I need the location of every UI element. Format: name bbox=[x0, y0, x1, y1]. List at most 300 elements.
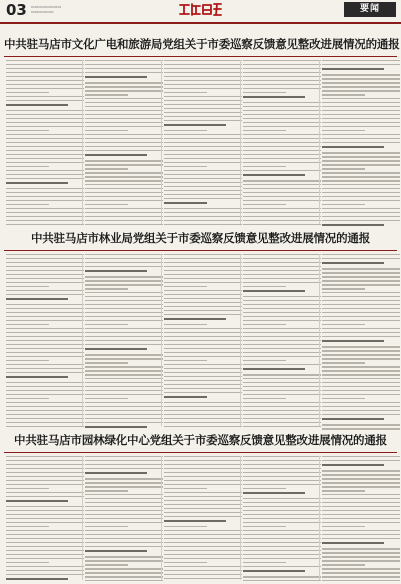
body-text-line bbox=[85, 370, 163, 371]
body-text-line bbox=[6, 414, 84, 415]
column-divider bbox=[82, 254, 83, 426]
body-text-line bbox=[322, 470, 400, 471]
subheading-line bbox=[85, 154, 147, 156]
body-text-line bbox=[164, 492, 242, 493]
body-text-line bbox=[85, 212, 163, 213]
body-text-line bbox=[243, 208, 321, 209]
body-text-line bbox=[85, 176, 163, 177]
body-text-line bbox=[322, 564, 365, 565]
body-text-line bbox=[322, 410, 400, 411]
body-text-line bbox=[243, 192, 321, 193]
body-text-line bbox=[243, 126, 321, 127]
dateline-text-line: ▭▭▭▭▭▭ bbox=[31, 9, 54, 14]
body-text-line bbox=[243, 498, 321, 499]
body-text-line bbox=[85, 394, 163, 395]
body-text-line bbox=[164, 130, 207, 131]
body-text-line bbox=[322, 304, 400, 305]
body-text-line bbox=[164, 266, 242, 267]
subheading-line bbox=[164, 318, 226, 320]
body-text-line bbox=[6, 282, 84, 283]
body-text-line bbox=[322, 300, 400, 301]
body-text-line bbox=[322, 268, 400, 269]
body-text-line bbox=[322, 188, 400, 189]
body-text-line bbox=[6, 332, 84, 333]
body-text-line bbox=[322, 272, 400, 273]
body-text-line bbox=[243, 554, 321, 555]
body-text-line bbox=[322, 486, 400, 487]
column-divider bbox=[240, 456, 241, 580]
body-text-line bbox=[322, 548, 400, 549]
body-text-line bbox=[322, 168, 365, 169]
body-text-line bbox=[243, 134, 321, 135]
section-tag bbox=[344, 2, 396, 17]
text-column bbox=[322, 254, 400, 426]
body-text-line bbox=[85, 72, 163, 73]
body-text-line bbox=[6, 418, 84, 419]
body-text-line bbox=[85, 538, 163, 539]
body-text-line bbox=[85, 146, 163, 147]
body-text-line bbox=[243, 224, 321, 225]
body-text-line bbox=[6, 526, 49, 527]
body-text-line bbox=[243, 308, 321, 309]
body-text-line bbox=[85, 224, 163, 225]
body-text-line bbox=[243, 476, 321, 477]
body-text-line bbox=[6, 130, 49, 131]
body-text-line bbox=[85, 216, 163, 217]
body-text-line bbox=[322, 86, 400, 87]
body-text-line bbox=[243, 506, 321, 507]
body-text-line bbox=[6, 570, 84, 571]
body-text-line bbox=[85, 122, 163, 123]
body-text-line bbox=[6, 456, 84, 457]
body-text-line bbox=[6, 402, 84, 403]
body-text-line bbox=[164, 380, 242, 381]
body-text-line bbox=[243, 60, 321, 61]
body-text-line bbox=[322, 204, 365, 205]
body-text-line bbox=[164, 554, 242, 555]
body-text-line bbox=[164, 286, 207, 287]
body-text-line bbox=[243, 266, 321, 267]
body-text-line bbox=[164, 182, 242, 183]
body-text-line bbox=[85, 94, 128, 95]
body-text-line bbox=[6, 340, 84, 341]
body-text-line bbox=[85, 284, 163, 285]
body-text-line bbox=[243, 542, 321, 543]
body-text-line bbox=[243, 184, 321, 185]
body-text-line bbox=[243, 274, 321, 275]
body-text-line bbox=[6, 518, 84, 519]
body-text-line bbox=[164, 88, 242, 89]
headline-rule-1 bbox=[4, 56, 397, 57]
body-text-line bbox=[243, 522, 321, 523]
body-text-line bbox=[164, 480, 242, 481]
body-text-line bbox=[6, 460, 84, 461]
body-text-line bbox=[6, 506, 84, 507]
body-text-line bbox=[164, 150, 242, 151]
body-text-line bbox=[85, 526, 128, 527]
body-text-line bbox=[243, 88, 321, 89]
subheading-line bbox=[164, 124, 226, 126]
body-text-line bbox=[322, 156, 400, 157]
body-text-line bbox=[243, 72, 321, 73]
body-text-line bbox=[164, 422, 242, 423]
body-text-line bbox=[85, 568, 163, 569]
body-text-line bbox=[322, 534, 400, 535]
body-text-line bbox=[6, 134, 84, 135]
body-text-line bbox=[243, 344, 321, 345]
body-text-line bbox=[243, 312, 321, 313]
body-text-line bbox=[322, 428, 400, 429]
body-text-line bbox=[322, 510, 400, 511]
body-text-line bbox=[6, 514, 84, 515]
body-text-line bbox=[322, 122, 400, 123]
body-text-line bbox=[322, 74, 400, 75]
body-text-line bbox=[164, 516, 242, 517]
body-text-line bbox=[85, 414, 163, 415]
body-text-line bbox=[85, 60, 163, 61]
body-text-line bbox=[164, 60, 242, 61]
body-text-line bbox=[85, 498, 163, 499]
body-text-line bbox=[322, 316, 400, 317]
body-text-line bbox=[85, 510, 163, 511]
body-text-line bbox=[322, 172, 400, 173]
body-text-line bbox=[243, 410, 321, 411]
body-text-line bbox=[243, 254, 321, 255]
body-text-line bbox=[85, 164, 163, 165]
body-text-line bbox=[243, 304, 321, 305]
body-text-line bbox=[164, 134, 242, 135]
body-text-line bbox=[6, 394, 84, 395]
body-text-line bbox=[85, 204, 128, 205]
body-text-line bbox=[85, 90, 163, 91]
body-text-line bbox=[164, 72, 242, 73]
body-text-line bbox=[243, 80, 321, 81]
body-text-line bbox=[322, 390, 400, 391]
column-divider bbox=[82, 60, 83, 224]
body-text-line bbox=[6, 92, 49, 93]
body-text-line bbox=[6, 68, 84, 69]
body-text-line bbox=[243, 262, 321, 263]
body-text-line bbox=[85, 82, 163, 83]
body-text-line bbox=[322, 164, 400, 165]
body-text-line bbox=[243, 488, 286, 489]
body-text-line bbox=[322, 568, 400, 569]
body-text-line bbox=[322, 312, 400, 313]
body-text-line bbox=[322, 64, 400, 65]
body-text-line bbox=[6, 480, 84, 481]
body-text-line bbox=[322, 394, 400, 395]
body-text-line bbox=[85, 580, 163, 581]
text-column bbox=[243, 254, 321, 426]
body-text-line bbox=[322, 200, 400, 201]
body-text-line bbox=[85, 478, 163, 479]
body-text-line bbox=[6, 472, 84, 473]
body-text-line bbox=[6, 192, 84, 193]
subheading-line bbox=[85, 550, 147, 552]
body-text-line bbox=[243, 316, 321, 317]
article-headline-1: 中共驻马店市文化广电和旅游局党组关于市委巡察反馈意见整改进展情况的通报 bbox=[4, 37, 400, 51]
body-text-line bbox=[322, 336, 400, 337]
body-text-line bbox=[85, 292, 163, 293]
body-text-line bbox=[322, 308, 400, 309]
body-text-line bbox=[322, 126, 400, 127]
body-text-line bbox=[322, 398, 365, 399]
body-text-line bbox=[85, 160, 163, 161]
body-text-line bbox=[243, 130, 286, 131]
body-text-line bbox=[85, 196, 163, 197]
body-text-line bbox=[6, 562, 49, 563]
body-text-line bbox=[164, 368, 242, 369]
subheading-line bbox=[164, 396, 207, 398]
body-text-line bbox=[322, 402, 400, 403]
subheading-line bbox=[85, 348, 147, 350]
body-text-line bbox=[85, 86, 163, 87]
body-text-line bbox=[164, 212, 242, 213]
body-text-line bbox=[85, 398, 128, 399]
body-text-line bbox=[6, 488, 49, 489]
body-text-line bbox=[6, 352, 84, 353]
body-text-line bbox=[6, 308, 84, 309]
subheading-line bbox=[164, 202, 207, 204]
body-text-line bbox=[6, 324, 49, 325]
body-text-line bbox=[243, 324, 286, 325]
body-text-line bbox=[243, 510, 321, 511]
body-text-line bbox=[164, 508, 242, 509]
body-text-line bbox=[243, 138, 321, 139]
dateline-text-line: ▭▭▭▭▭▭▭▭ bbox=[31, 4, 62, 9]
body-text-line bbox=[164, 306, 242, 307]
body-text-line bbox=[85, 64, 163, 65]
body-text-line bbox=[85, 374, 163, 375]
subheading-line bbox=[243, 570, 305, 572]
body-text-line bbox=[322, 478, 400, 479]
body-text-line bbox=[6, 100, 84, 101]
body-text-line bbox=[164, 170, 242, 171]
body-text-line bbox=[6, 80, 84, 81]
body-text-line bbox=[322, 530, 400, 531]
body-text-line bbox=[85, 556, 163, 557]
body-text-line bbox=[243, 92, 286, 93]
subheading-line bbox=[85, 426, 147, 428]
body-text-line bbox=[85, 332, 163, 333]
body-text-line bbox=[85, 382, 163, 383]
body-text-line bbox=[322, 258, 400, 259]
body-text-line bbox=[243, 220, 321, 221]
body-text-line bbox=[6, 110, 84, 111]
body-text-line bbox=[164, 298, 242, 299]
body-text-line bbox=[322, 538, 400, 539]
body-text-line bbox=[6, 76, 84, 77]
body-text-line bbox=[164, 530, 242, 531]
body-text-line bbox=[6, 534, 84, 535]
subheading-line bbox=[322, 542, 384, 544]
body-text-line bbox=[6, 492, 84, 493]
body-text-line bbox=[6, 316, 84, 317]
text-column bbox=[164, 60, 242, 224]
body-text-line bbox=[85, 514, 163, 515]
body-text-line bbox=[85, 402, 163, 403]
body-text-line bbox=[85, 168, 128, 169]
text-column bbox=[322, 60, 400, 224]
body-text-line bbox=[322, 366, 400, 367]
body-text-line bbox=[6, 464, 84, 465]
body-text-line bbox=[85, 288, 128, 289]
body-text-line bbox=[164, 64, 242, 65]
body-text-line bbox=[322, 556, 400, 557]
body-text-line bbox=[164, 138, 242, 139]
body-text-line bbox=[322, 176, 400, 177]
body-text-line bbox=[164, 546, 242, 547]
text-column bbox=[6, 254, 84, 426]
body-text-line bbox=[164, 310, 242, 311]
body-text-line bbox=[6, 224, 84, 225]
body-text-line bbox=[164, 92, 207, 93]
body-text-line bbox=[322, 60, 400, 61]
body-text-line bbox=[243, 286, 286, 287]
body-text-line bbox=[322, 526, 365, 527]
body-text-line bbox=[85, 518, 163, 519]
body-text-line bbox=[243, 204, 286, 205]
body-text-line bbox=[322, 474, 400, 475]
body-text-line bbox=[243, 332, 321, 333]
body-text-line bbox=[322, 414, 400, 415]
body-text-line bbox=[243, 382, 321, 383]
subheading-line bbox=[85, 472, 147, 474]
body-text-line bbox=[164, 476, 242, 477]
body-text-line bbox=[243, 484, 321, 485]
body-text-line bbox=[164, 190, 242, 191]
body-text-line bbox=[243, 562, 286, 563]
body-text-line bbox=[164, 566, 242, 567]
text-column bbox=[164, 456, 242, 580]
body-text-line bbox=[6, 96, 84, 97]
body-text-line bbox=[85, 126, 163, 127]
body-text-line bbox=[164, 270, 242, 271]
body-text-line bbox=[164, 538, 242, 539]
body-text-line bbox=[164, 348, 242, 349]
body-text-line bbox=[164, 360, 207, 361]
body-text-line bbox=[6, 364, 84, 365]
body-text-line bbox=[322, 212, 400, 213]
body-text-line bbox=[85, 576, 163, 577]
body-text-line bbox=[322, 216, 400, 217]
body-text-line bbox=[164, 174, 242, 175]
subheading-line bbox=[85, 76, 147, 78]
body-text-line bbox=[164, 120, 242, 121]
body-text-line bbox=[164, 220, 242, 221]
body-text-line bbox=[164, 178, 242, 179]
body-text-line bbox=[322, 110, 400, 111]
body-text-line bbox=[243, 502, 321, 503]
body-text-line bbox=[322, 134, 400, 135]
body-text-line bbox=[6, 212, 84, 213]
column-divider bbox=[161, 456, 162, 580]
body-text-line bbox=[85, 340, 163, 341]
body-text-line bbox=[164, 534, 242, 535]
body-text-line bbox=[85, 142, 163, 143]
body-text-line bbox=[85, 68, 163, 69]
body-text-line bbox=[85, 150, 163, 151]
body-text-line bbox=[243, 212, 321, 213]
body-text-line bbox=[85, 410, 163, 411]
body-text-line bbox=[322, 296, 400, 297]
body-text-line bbox=[85, 258, 163, 259]
body-text-line bbox=[6, 278, 84, 279]
body-text-line bbox=[85, 320, 163, 321]
body-text-line bbox=[322, 354, 400, 355]
body-text-line bbox=[243, 146, 321, 147]
body-text-line bbox=[243, 550, 321, 551]
body-text-line bbox=[322, 324, 365, 325]
body-text-line bbox=[243, 340, 321, 341]
body-text-line bbox=[6, 122, 84, 123]
body-text-line bbox=[6, 348, 84, 349]
text-column bbox=[85, 60, 163, 224]
body-text-line bbox=[243, 110, 321, 111]
section-label: 要闻 bbox=[359, 4, 380, 14]
body-text-line bbox=[164, 384, 242, 385]
body-text-line bbox=[322, 514, 400, 515]
body-text-line bbox=[322, 552, 400, 553]
body-text-line bbox=[164, 336, 242, 337]
text-column bbox=[322, 456, 400, 580]
body-text-line bbox=[322, 118, 400, 119]
body-text-line bbox=[243, 534, 321, 535]
subheading-line bbox=[6, 500, 68, 502]
body-text-line bbox=[322, 362, 365, 363]
subheading-line bbox=[322, 340, 384, 342]
body-text-line bbox=[85, 114, 163, 115]
body-text-line bbox=[6, 368, 84, 369]
body-text-line bbox=[243, 364, 321, 365]
body-text-line bbox=[243, 142, 321, 143]
subheading-line bbox=[6, 104, 68, 106]
body-text-line bbox=[85, 460, 163, 461]
body-text-line bbox=[164, 84, 242, 85]
body-text-line bbox=[6, 154, 84, 155]
body-text-line bbox=[85, 188, 163, 189]
body-text-line bbox=[85, 406, 163, 407]
body-text-line bbox=[6, 496, 84, 497]
body-text-line bbox=[322, 184, 400, 185]
body-text-line bbox=[243, 530, 321, 531]
body-text-line bbox=[164, 154, 242, 155]
body-text-line bbox=[322, 254, 400, 255]
body-text-line bbox=[85, 192, 163, 193]
body-text-line bbox=[6, 266, 84, 267]
body-text-line bbox=[164, 364, 242, 365]
body-text-line bbox=[6, 114, 84, 115]
body-text-line bbox=[164, 570, 242, 571]
body-text-line bbox=[164, 80, 242, 81]
body-text-line bbox=[322, 82, 400, 83]
body-text-line bbox=[6, 196, 84, 197]
body-text-line bbox=[6, 64, 84, 65]
body-text-line bbox=[243, 464, 321, 465]
body-text-line bbox=[6, 356, 84, 357]
body-text-line bbox=[85, 542, 163, 543]
body-text-line bbox=[164, 262, 242, 263]
body-text-line bbox=[322, 78, 400, 79]
body-text-line bbox=[164, 186, 242, 187]
body-text-line bbox=[243, 468, 321, 469]
body-text-line bbox=[164, 372, 242, 373]
body-text-line bbox=[243, 360, 286, 361]
body-text-line bbox=[243, 472, 321, 473]
body-text-line bbox=[243, 158, 321, 159]
body-text-line bbox=[164, 282, 242, 283]
body-text-line bbox=[322, 130, 365, 131]
